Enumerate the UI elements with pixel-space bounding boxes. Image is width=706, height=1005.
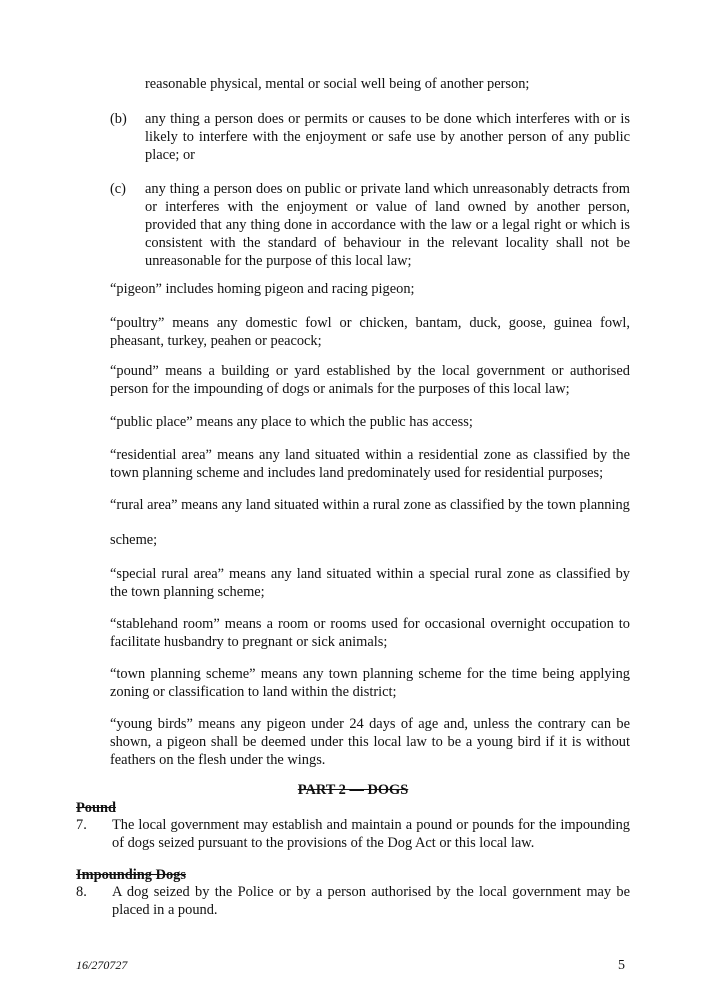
definition-poultry: “poultry” means any domestic fowl or chicken, bantam, duck, goose, guinea fowl, pheasant, turkey, peahen or peacock;: [110, 315, 630, 349]
footer-reference: 16/270727: [76, 958, 128, 972]
section-number: 7.: [76, 817, 87, 833]
definition-pound: “pound” means a building or yard established by the local government or authorised person for the impounding of dogs or animals for the purposes of this local law;: [110, 363, 630, 397]
definition-rural-area: “rural area” means any land situated within a rural zone as classified by the town planning: [110, 497, 630, 513]
definition-stablehand-room: “stablehand room” means a room or rooms used for occasional overnight occupation to facilitate husbandry to pregnant or sick animals;: [110, 616, 630, 650]
definition-pigeon: “pigeon” includes homing pigeon and racing pigeon;: [110, 281, 415, 297]
definition-special-rural-area: “special rural area” means any land situated within a special rural zone as classified by the town planning scheme;: [110, 566, 630, 600]
continuation-text: reasonable physical, mental or social well being of another person;: [145, 76, 530, 92]
definition-public-place: “public place” means any place to which the public has access;: [110, 414, 473, 430]
section-text: The local government may establish and maintain a pound or pounds for the impounding of dogs seized pursuant to the provisions of the Dog Act or this local law.: [112, 817, 630, 851]
item-text: any thing a person does on public or private land which unreasonably detracts from or interferes with the enjoyment or value of land owned by another person, provided that any thing done in accordance with the law or a legal right or which is consistent with the standard of behaviour in the relevant locality shall not be unreasonable for the purpose of this local law;: [145, 181, 630, 269]
part-heading: PART 2 — DOGS: [297, 782, 409, 798]
section-text: A dog seized by the Police or by a person authorised by the local government may be placed in a pound.: [112, 884, 630, 918]
item-label: (c): [110, 181, 126, 197]
definition-young-birds: “young birds” means any pigeon under 24 days of age and, unless the contrary can be shown, a pigeon shall be deemed under this local law to be a young bird if it is without feathers on the flesh under the wings.: [110, 716, 630, 768]
section-heading-pound: Pound: [76, 800, 116, 816]
item-text: any thing a person does or permits or causes to be done which interferes with or is likely to interfere with the enjoyment or safe use by another person of any public place; or: [145, 111, 630, 163]
definition-rural-area-continued: scheme;: [110, 532, 158, 548]
definition-residential-area: “residential area” means any land situated within a residential zone as classified by the town planning scheme and includes land predominately used for residential purposes;: [110, 447, 630, 481]
section-number: 8.: [76, 884, 87, 900]
page-number: 5: [618, 958, 625, 973]
definition-town-planning-scheme: “town planning scheme” means any town planning scheme for the time being applying zoning or classification to land within the district;: [110, 666, 630, 700]
item-label: (b): [110, 111, 127, 127]
section-heading-impounding-dogs: Impounding Dogs: [76, 867, 186, 883]
